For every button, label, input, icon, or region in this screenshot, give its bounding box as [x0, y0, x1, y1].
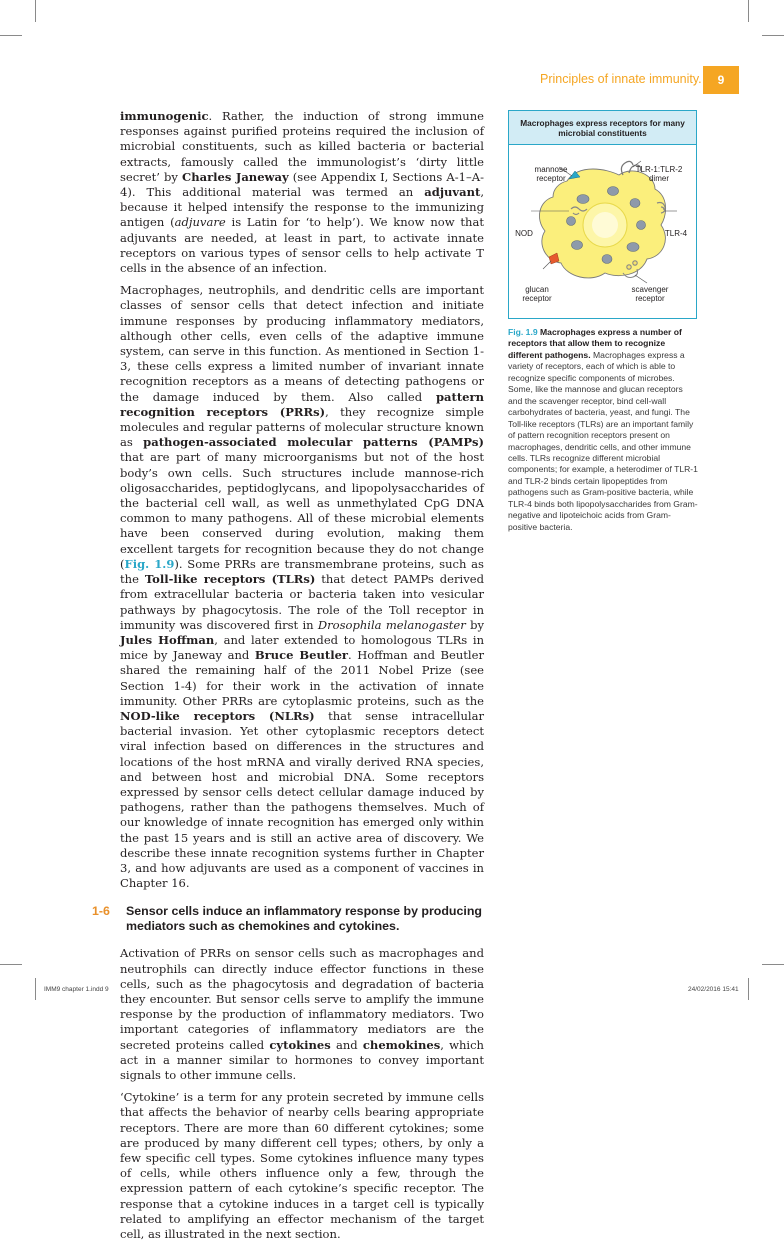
paragraph: ‘Cytokine’ is a term for any protein secreted by immune cells that affects the behavior of nearby cells bearing appropriate receptors. There are more than 60 different cytokines; some are produced by many different cell types; others, by only a few specific cell types. Some cytokines influence many types of cells, while others influence only a few, through the expression pattern of each cytokine’s specific receptor. The response that a cytokine induces in a target cell is typically related to amplifying an effector mechanism of the target cell, as illustrated in the next section. [120, 1090, 484, 1242]
paragraph: Activation of PRRs on sensor cells such as macrophages and neutrophils can directly induce effector functions in these cells, such as the phagocytosis and degradation of bacteria they encounter. But sensor cells serve to amplify the immune response by the production of inflammatory mediators. Two important categories of inflammatory mediators are the secreted proteins called cytokines and chemokines, which act in a manner similar to hormones to convey important signals to other immune cells. [120, 946, 484, 1082]
caption-body: Macrophages express a variety of receptors, each of which is able to recognize specific components of microbes. Some, like the mannose and glucan receptors and the scavenger receptor, bind cell-wall carbohydrates of bacteria, yeast, and fungi. The Toll-like receptors (TLRs) are an important family of pattern recognition receptors present on macrophages, dendritic cells, and other immune cells. TLRs recognize different microbial components; for example, a heterodimer of TLR-1 and TLR-2 binds certain lipopeptides from pathogens such as Gram-positive bacteria, while TLR-4 binds both lipopolysaccharides from Gram-negative and lipoteichoic acids from Gram-positive bacteria. [508, 349, 698, 532]
crop-mark [0, 35, 22, 36]
main-text-column [92, 109, 485, 1249]
section-title: Sensor cells induce an inflammatory response by producing mediators such as chemokines and cytokines. [126, 904, 482, 934]
figure-panel [508, 110, 697, 319]
section-heading [92, 904, 484, 934]
crop-mark [748, 0, 749, 22]
nod-label: NOD [515, 229, 533, 238]
file-slug: IMM9 chapter 1.indd 9 [44, 986, 109, 993]
figure-title: Macrophages express receptors for many microbial constituents [509, 111, 696, 145]
tlr1-tlr2-dimer-label: TLR-1:TLR-2 dimer [635, 165, 683, 183]
figure-caption [508, 327, 698, 533]
timestamp-slug: 24/02/2016 15:41 [688, 986, 739, 993]
figure-reference-link[interactable]: Fig. 1.9 [124, 556, 175, 571]
crop-mark [748, 978, 749, 1000]
page-number: 9 [703, 66, 739, 94]
caption-heading: Macrophages express a number of receptors that allow them to recognize different pathogens. [508, 327, 682, 360]
crop-mark [762, 35, 784, 36]
crop-mark [0, 964, 22, 965]
caption-figure-number: Fig. 1.9 [508, 327, 538, 337]
crop-mark [35, 0, 36, 22]
paragraph: Macrophages, neutrophils, and dendritic cells are important classes of sensor cells that detect infection and initiate immune responses by producing inflammatory mediators, although other cells, even cells of the adaptive immune system, can serve in this function. As mentioned in Section 1-3, these cells express a limited number of invariant innate recognition receptors as a means of detecting pathogens or the damage induced by them. Also called pattern recognition receptors (PRRs), they recognize simple molecules and regular patterns of molecular structure known as pathogen-associated molecular patterns (PAMPs) that are part of many microorganisms but not of the host body’s own cells. Such structures include mannose-rich oligosaccharides, peptidoglycans, and lipopolysaccharides of the bacterial cell wall, as well as unmethylated CpG DNA common to many pathogens. All of these microbial elements have been conserved during evolution, making them excellent targets for recognition because they do not change (Fig. 1.9). Some PRRs are transmembrane proteins, such as the Toll-like receptors (TLRs) that detect PAMPs derived from extracellular bacteria or bacteria taken into vesicular pathways by phagocytosis. The role of the Toll receptor in immunity was discovered first in Drosophila melanogaster by Jules Hoffman, and later extended to homologous TLRs in mice by Janeway and Bruce Beutler. Hoffman and Beutler shared the remaining half of the 2011 Nobel Prize (see Section 1-4) for their work in the activation of innate immunity. Other PRRs are cytoplasmic proteins, such as the NOD-like receptors (NLRs) that sense intracellular bacterial invasion. Yet other cytoplasmic receptors detect viral infection based on differences in the structures and locations of the host mRNA and virally derived RNA species, and between host and microbial DNA. Some receptors expressed by sensor cells detect cellular damage induced by pathogens, rather than the pathogens themselves. Much of our knowledge of innate recognition has emerged only within the past 15 years and is still an active area of discovery. We describe these innate recognition systems further in Chapter 3, and how adjuvants are used as a component of vaccines in Chapter 16. [120, 283, 485, 891]
crop-mark [762, 964, 784, 965]
section-number: 1-6 [92, 904, 110, 919]
mannose-receptor-label: mannose receptor [534, 165, 568, 183]
running-title: Principles of innate immunity. [540, 72, 702, 86]
tlr4-label: TLR-4 [664, 229, 688, 238]
glucan-receptor-label: glucan receptor [522, 285, 552, 303]
paragraph: immunogenic. Rather, the induction of strong immune responses against purified proteins required the inclusion of microbial constituents, such as killed bacteria or bacterial extracts, famously called the immunologist’s ‘dirty little secret’ by Charles Janeway (see Appendix I, Sections A-1–A-4). This additional material was termed an adjuvant, because it helped intensify the response to the immunizing antigen (adjuvare is Latin for ‘to help’). We know now that adjuvants are needed, at least in part, to activate innate receptors on various types of sensor cells to help activate T cells in the absence of an infection. [120, 109, 484, 276]
scavenger-receptor-label: scavenger receptor [631, 285, 669, 303]
crop-mark [35, 978, 36, 1000]
